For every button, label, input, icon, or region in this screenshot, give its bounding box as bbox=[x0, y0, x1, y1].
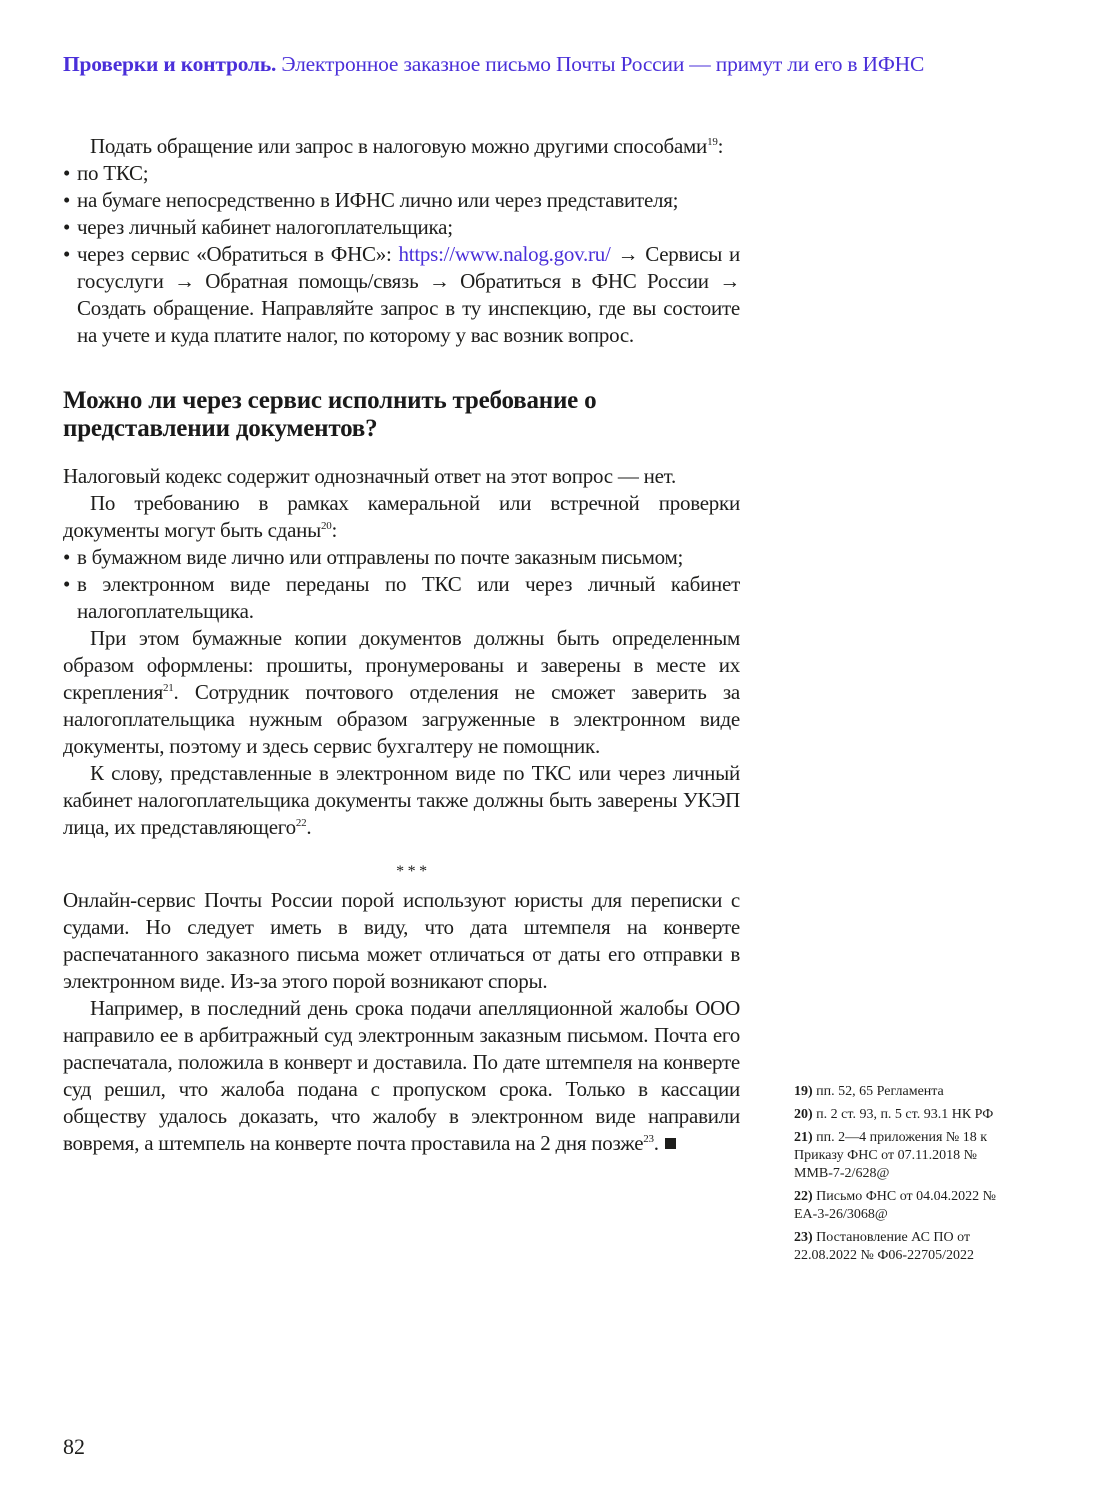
list-item: • в бумажном виде лично или отправлены по почте заказным письмом; bbox=[63, 544, 740, 571]
main-column bbox=[63, 133, 740, 1157]
paragraph: По требованию в рамках камеральной или встречной проверки документы могут быть сданы$^{20}$: bbox=[63, 491, 740, 542]
header-title: Электронное заказное письмо Почты России — примут ли его в ИФНС bbox=[281, 52, 925, 76]
running-header bbox=[63, 52, 1063, 77]
paragraph: К слову, представленные в электронном виде по ТКС или через личный кабинет налогоплательщика документы также должны быть заверены УКЭП лица, их представляющего$^{22}$. bbox=[63, 761, 740, 839]
list-item: • в электронном виде переданы по ТКС или через личный кабинет налогоплательщика. bbox=[63, 571, 740, 625]
list-item: • через сервис «Обратиться в ФНС»: https://www.nalog.gov.ru/ → Сервисы и госуслуги → Обратная помощь/связь → Обратиться в ФНС России → Создать обращение. Направляйте запрос в ту инспекцию, где вы состоите на учете и куда платите налог, по которому у вас возник вопрос. bbox=[63, 241, 740, 349]
footnote: 19) пп. 52, 65 Регламента bbox=[794, 1084, 944, 1099]
footnote-ref[interactable]: 22 bbox=[295, 817, 307, 829]
footnote-ref[interactable]: 23 bbox=[643, 1133, 654, 1145]
paragraph: Подать обращение или запрос в налоговую можно другими способами$^{19}$: bbox=[90, 134, 724, 158]
page-number: 82 bbox=[63, 1434, 85, 1459]
paragraph: При этом бумажные копии документов должны быть определенным образом оформлены: прошиты, пронумерованы и заверены в месте их скрепления$^{21}$. Сотрудник почтового отделения не сможет заверить за налогоплательщика нужным образом загруженные в электронном виде документы, поэтому и здесь сервис бухгалтеру не помощник. bbox=[63, 626, 740, 758]
list-item: • на бумаге непосредственно в ИФНС лично или через представителя; bbox=[63, 187, 740, 214]
footnote: 21) пп. 2—4 приложения № 18 к Приказу ФНС от 07.11.2018 № ММВ-7-2/628@ bbox=[794, 1130, 988, 1181]
paragraph: Налоговый кодекс содержит однозначный ответ на этот вопрос — нет. bbox=[63, 464, 676, 488]
footnote-ref[interactable]: 19 bbox=[707, 136, 718, 148]
header-section: Проверки и контроль. bbox=[63, 52, 277, 76]
paragraph: Например, в последний день срока подачи апелляционной жалобы ООО направило ее в арбитражный суд электронным заказным письмом. Почта его распечатала, положила в конверт и доставила. По дате штемпеля на конверте суд решил, что жалоба подана с пропуском срока. Только в кассации обществу удалось доказать, что жалобу в электронном виде направили вовремя, а штемпель на конверте почта проставила на 2 дня позже$^{23}$. bbox=[63, 996, 740, 1155]
footnote-ref[interactable]: 21 bbox=[163, 682, 174, 694]
footnote: 22) Письмо ФНС от 04.04.2022 № ЕА-3-26/3068@ bbox=[794, 1189, 997, 1222]
nalog-link[interactable]: https://www.nalog.gov.ru/ bbox=[398, 242, 611, 266]
footnote-ref[interactable]: 20 bbox=[321, 520, 332, 532]
list-item: • через личный кабинет налогоплательщика; bbox=[63, 214, 740, 241]
section-separator: * * * bbox=[396, 863, 427, 880]
end-of-article-icon bbox=[665, 1138, 676, 1149]
section-heading: Можно ли через сервис исполнить требование о представлении документов? bbox=[63, 387, 597, 442]
paragraph: Онлайн-сервис Почты России порой используют юристы для переписки с судами. Но следует иметь в виду, что дата штемпеля на конверте распечатанного заказного письма может отличаться от даты его отправки в электронном виде. Из-за этого порой возникают споры. bbox=[63, 888, 740, 993]
footnotes-column bbox=[794, 1083, 1024, 1270]
list-item: • по ТКС; bbox=[63, 160, 740, 187]
footnote: 20) п. 2 ст. 93, п. 5 ст. 93.1 НК РФ bbox=[794, 1107, 994, 1122]
footnote: 23) Постановление АС ПО от 22.08.2022 № Ф06-22705/2022 bbox=[794, 1230, 974, 1263]
